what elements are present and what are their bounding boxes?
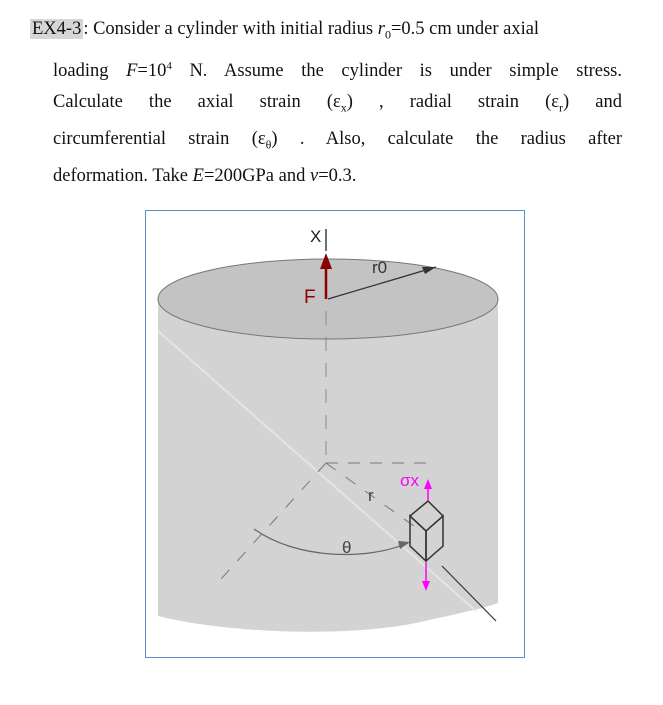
force-exponent: 4: [166, 59, 172, 72]
x-axis-label: X: [310, 227, 322, 246]
force-equals: =10: [137, 61, 167, 82]
radial-strain-sub: r: [559, 100, 564, 115]
force-symbol: F: [126, 61, 138, 82]
line2-text-a: loading: [53, 61, 127, 82]
line3-text-a: Calculate the axial strain: [53, 92, 327, 113]
problem-line-1: [30, 14, 622, 51]
radial-strain-open: (ε: [545, 92, 560, 113]
circ-strain-close: ): [271, 129, 278, 150]
modulus-value: =200GPa: [203, 166, 274, 187]
line1-text-b: under axial: [451, 19, 540, 39]
axial-strain-sub: x: [340, 100, 347, 115]
force-label: F: [304, 287, 316, 308]
cylinder-body: [158, 299, 498, 632]
line1-text-a: : Consider a cylinder with initial radius: [83, 19, 378, 39]
problem-line-4: [30, 124, 622, 161]
line2-text-b: N. Assume the cylinder is under simple stress.: [171, 61, 622, 82]
line3-text-b: radial strain: [409, 92, 546, 113]
line3-text-c: and: [595, 92, 622, 113]
circ-strain-open: (ε: [251, 129, 266, 150]
line4-text-b: . Also, calculate the radius after: [299, 129, 622, 150]
cylinder-figure: [145, 210, 525, 658]
r0-value: =0.5 cm: [390, 19, 452, 39]
radial-strain-close: ): [563, 92, 570, 113]
poisson-symbol: ν: [309, 166, 319, 187]
axial-strain-close: ): [346, 92, 353, 113]
r0-subscript: 0: [384, 27, 391, 42]
theta-label: θ: [342, 538, 352, 557]
problem-line-2: [30, 51, 622, 87]
exercise-tag: EX4-3: [32, 19, 82, 39]
problem-statement: [30, 14, 622, 192]
r0-symbol: r: [377, 19, 385, 39]
problem-line-5: [30, 161, 622, 192]
and-word: and: [274, 166, 310, 187]
line5-text-a: deformation. Take: [53, 166, 193, 187]
line4-text-a: circumferential strain: [53, 129, 252, 150]
cylinder-diagram: [146, 211, 523, 656]
r0-label: r0: [372, 258, 388, 277]
comma: ,: [379, 92, 384, 113]
poisson-value: =0.3: [318, 166, 352, 187]
axial-strain-open: (ε: [326, 92, 341, 113]
sigma-label: σx: [400, 471, 419, 490]
modulus-symbol: E: [192, 166, 204, 187]
r-label: r: [368, 486, 374, 505]
problem-line-3: [30, 87, 622, 124]
circ-strain-sub: θ: [265, 137, 272, 152]
period: .: [351, 166, 357, 187]
